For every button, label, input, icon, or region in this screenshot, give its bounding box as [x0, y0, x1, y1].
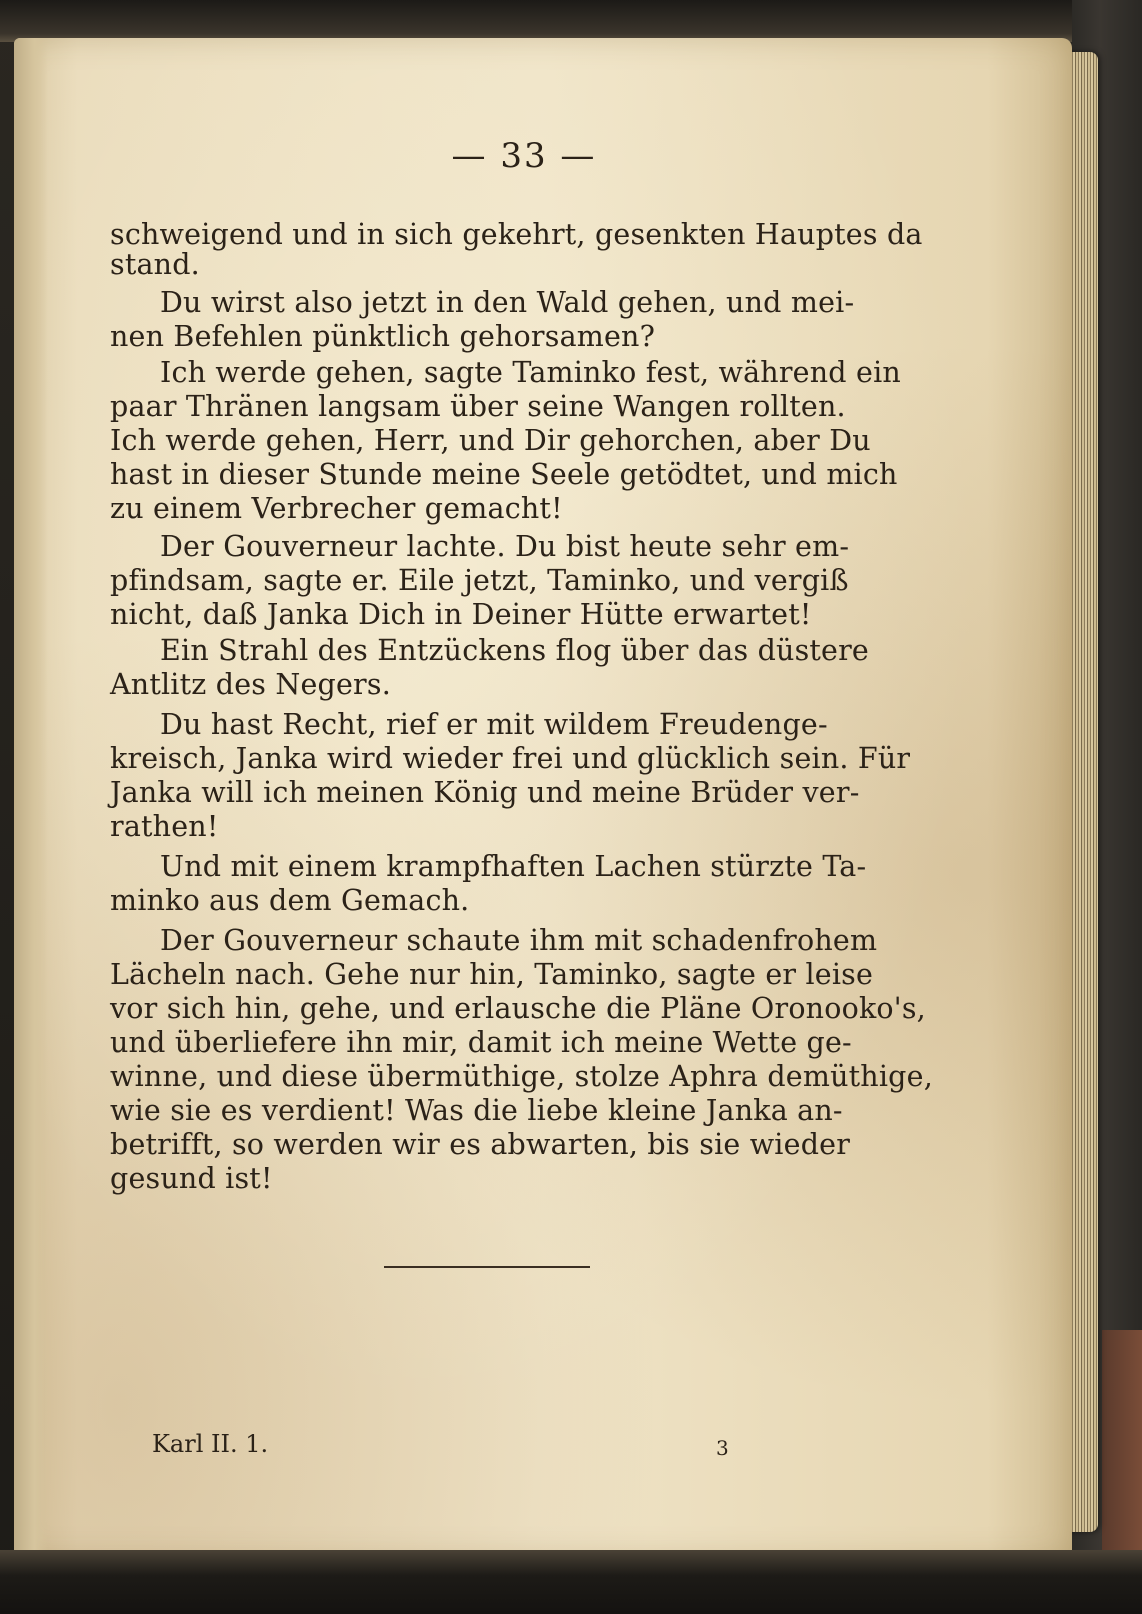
book-top-edge [0, 0, 1142, 42]
page-gutter [14, 38, 48, 1558]
printer-signature-mark: Karl II. 1. [152, 1430, 269, 1458]
text-line: Der Gouverneur schaute ihm mit schadenfrohem [160, 924, 878, 957]
text-line: kreisch, Janka wird wieder frei und glücklich sein. Für [110, 742, 911, 775]
text-line: nen Befehlen pünktlich gehorsamen? [110, 320, 656, 353]
text-line: Ein Strahl des Entzückens flog über das düstere [160, 634, 869, 667]
text-line: minko aus dem Gemach. [110, 884, 470, 917]
text-line: betrifft, so werden wir es abwarten, bis sie wieder [110, 1128, 851, 1161]
printer-signature-number: 3 [716, 1436, 729, 1460]
text-line: und überliefere ihn mir, damit ich meine Wette ge- [110, 1026, 852, 1059]
text-line: zu einem Verbrecher gemacht! [110, 492, 563, 525]
text-line: Lächeln nach. Gehe nur hin, Taminko, sagte er leise [110, 958, 874, 991]
text-line: Antlitz des Negers. [110, 668, 391, 701]
text-line: Der Gouverneur lachte. Du bist heute sehr em- [160, 530, 850, 563]
text-line: wie sie es verdient! Was die liebe kleine Janka an- [110, 1094, 843, 1127]
book-page [14, 38, 1072, 1558]
text-line: vor sich hin, gehe, und erlausche die Pläne Oronooko's, [110, 992, 926, 1025]
text-line: Du wirst also jetzt in den Wald gehen, und mei- [160, 286, 855, 319]
text-line: schweigend und in sich gekehrt, gesenkten Hauptes da [110, 218, 923, 251]
section-divider [384, 1266, 590, 1268]
text-line: Ich werde gehen, Herr, und Dir gehorchen, aber Du [110, 424, 871, 457]
book-bottom-edge [0, 1550, 1142, 1614]
text-line: Janka will ich meinen König und meine Brüder ver- [110, 776, 860, 809]
text-line: hast in dieser Stunde meine Seele getödtet, und mich [110, 458, 898, 491]
text-line: nicht, daß Janka Dich in Deiner Hütte erwartet! [110, 598, 812, 631]
text-line: Ich werde gehen, sagte Taminko fest, während ein [160, 356, 901, 389]
text-line: paar Thränen langsam über seine Wangen rollten. [110, 390, 846, 423]
text-line: gesund ist! [110, 1162, 273, 1195]
text-line: pfindsam, sagte er. Eile jetzt, Taminko, und vergiß [110, 564, 849, 597]
text-line: Und mit einem krampfhaften Lachen stürzte Ta- [160, 850, 867, 883]
text-line: stand. [110, 248, 200, 281]
page-number: — 33 — [451, 136, 597, 176]
text-line: rathen! [110, 810, 219, 843]
text-line: winne, und diese übermüthige, stolze Aphra demüthige, [110, 1060, 933, 1093]
text-line: Du hast Recht, rief er mit wildem Freudenge- [160, 708, 828, 741]
